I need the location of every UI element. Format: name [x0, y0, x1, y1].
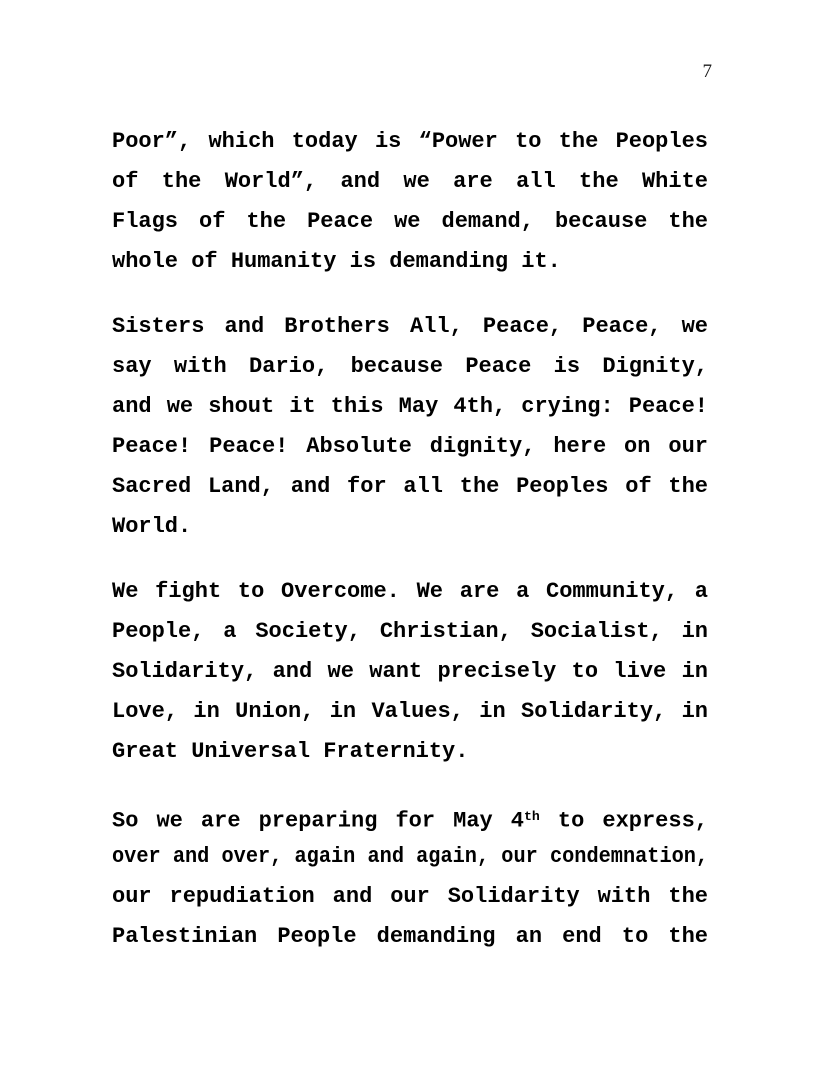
text-line: Poor”, which today is “Power to the Peoples	[112, 129, 708, 154]
text-line: Flags of the Peace we demand, because the	[112, 209, 708, 234]
document-body	[112, 122, 708, 982]
text-line: Great Universal Fraternity.	[112, 739, 469, 764]
text-line: People, a Society, Christian, Socialist, in	[112, 619, 708, 644]
paragraph	[112, 307, 708, 547]
page-number: 7	[702, 61, 712, 82]
text-line	[112, 797, 708, 837]
text-line: Sacred Land, and for all the Peoples of the	[112, 474, 708, 499]
text-line: We fight to Overcome. We are a Community, a	[112, 579, 708, 604]
text-line-condensed: over and over, again and again, our condemnation,	[112, 844, 709, 869]
text-line: of the World”, and we are all the White	[112, 169, 708, 194]
paragraph	[112, 572, 708, 772]
text-segment: to express,	[539, 808, 708, 834]
text-line: Palestinian People demanding an end to the	[112, 924, 708, 949]
text-segment: So we are preparing for May 4	[112, 808, 525, 834]
paragraph	[112, 797, 708, 957]
text-line: Love, in Union, in Values, in Solidarity, in	[112, 699, 708, 724]
text-line: World.	[112, 514, 192, 539]
paragraph	[112, 122, 708, 282]
text-line: and we shout it this May 4th, crying: Peace!	[112, 394, 708, 419]
text-line: say with Dario, because Peace is Dignity,	[112, 354, 708, 379]
text-line: our repudiation and our Solidarity with the	[112, 884, 708, 909]
text-line: Sisters and Brothers All, Peace, Peace, we	[112, 314, 708, 339]
text-line: whole of Humanity is demanding it.	[112, 249, 561, 274]
text-line: Peace! Peace! Absolute dignity, here on our	[112, 434, 708, 459]
superscript-text: th	[524, 809, 540, 824]
text-line: Solidarity, and we want precisely to live in	[112, 659, 708, 684]
